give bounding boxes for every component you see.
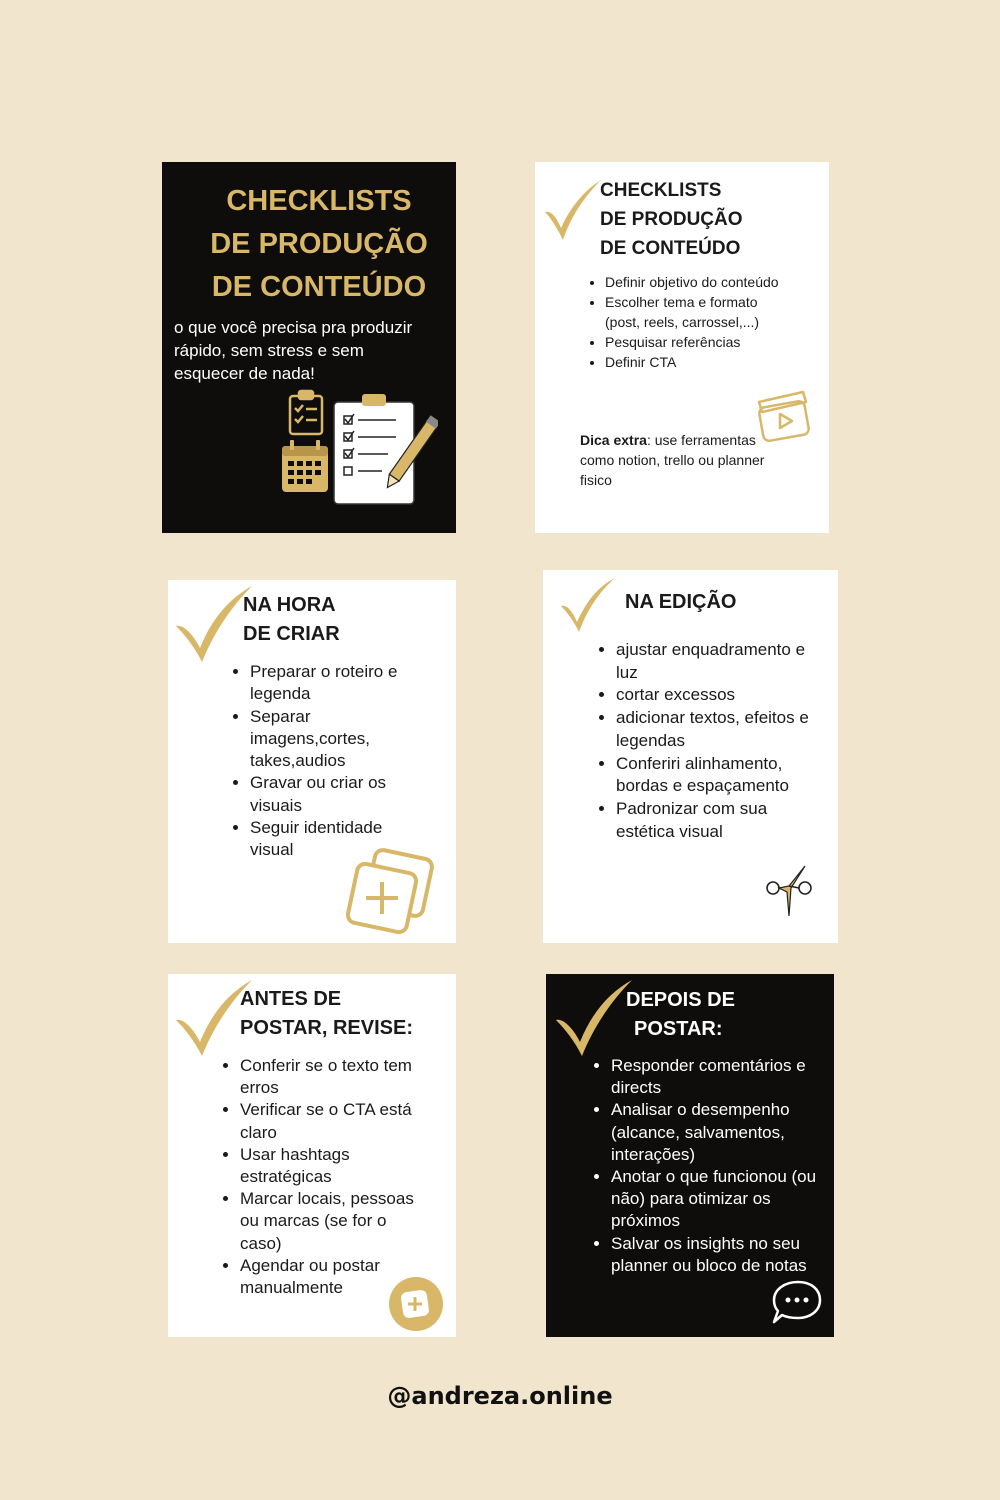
list-item: • Gravar ou criar os visuais bbox=[250, 772, 430, 817]
list-item: • Escolher tema e formato (post, reels, carrossel,...) bbox=[605, 292, 785, 332]
list-item: • Preparar o roteiro e legenda bbox=[250, 661, 430, 706]
list-item: • Salvar os insights no seu planner ou bloco de notas bbox=[611, 1233, 826, 1277]
cover-card bbox=[162, 162, 456, 533]
list-item: • Pesquisar referências bbox=[605, 332, 785, 352]
cover-title: CHECKLISTS DE PRODUÇÃO DE CONTEÚDO bbox=[210, 185, 428, 303]
list-item: • Verificar se o CTA está claro bbox=[240, 1099, 420, 1143]
calendar-icon bbox=[282, 440, 328, 492]
intro-checklist bbox=[589, 272, 785, 372]
list-item: • Conferiri alinhamento, bordas e espaçamento bbox=[616, 753, 826, 798]
checkmark-icon bbox=[552, 978, 634, 1058]
edicao-checklist bbox=[600, 639, 826, 843]
criar-checklist bbox=[234, 661, 430, 862]
author-handle: @andreza.online bbox=[387, 1382, 613, 1410]
cover-subtitle: o que você precisa pra produzir rápido, sem stress e sem esquecer de nada! bbox=[174, 318, 413, 383]
list-item: • Padronizar com sua estética visual bbox=[616, 798, 826, 843]
intro-card-title: CHECKLISTS DE PRODUÇÃO DE CONTEÚDO bbox=[600, 180, 743, 259]
list-item: • Definir CTA bbox=[605, 352, 785, 372]
intro-checklist-card bbox=[535, 162, 829, 533]
add-layers-icon bbox=[342, 846, 444, 938]
criar-checklist-card bbox=[168, 580, 456, 943]
depois-checklist-card bbox=[546, 974, 834, 1337]
clipboard-checklist-icon bbox=[278, 388, 438, 508]
big-clipboard-icon bbox=[334, 394, 414, 504]
checkmark-icon bbox=[172, 584, 254, 664]
depois-checklist bbox=[595, 1055, 826, 1277]
revise-checklist bbox=[224, 1055, 420, 1299]
chat-bubble-icon bbox=[770, 1278, 824, 1328]
list-item: • Conferir se o texto tem erros bbox=[240, 1055, 420, 1099]
extra-tip: Dica extra: use ferramentas como notion, trello ou planner fisico bbox=[580, 432, 765, 488]
criar-card-title: NA HORA DE CRIAR bbox=[243, 594, 340, 645]
list-item: • Separar imagens,cortes, takes,audios bbox=[250, 706, 430, 773]
edicao-checklist-card bbox=[543, 570, 838, 943]
list-item: • cortar excessos bbox=[616, 684, 826, 707]
list-item: • Agendar ou postar manualmente bbox=[240, 1255, 420, 1299]
list-item: • Definir objetivo do conteúdo bbox=[605, 272, 785, 292]
list-item: • Anotar o que funcionou (ou não) para otimizar os próximos bbox=[611, 1166, 826, 1233]
checkmark-icon bbox=[541, 178, 603, 242]
revise-checklist-card bbox=[168, 974, 456, 1337]
list-item: • adicionar textos, efeitos e legendas bbox=[616, 707, 826, 752]
small-clipboard-icon bbox=[290, 391, 322, 434]
scissors-icon bbox=[761, 862, 817, 918]
list-item: • Analisar o desempenho (alcance, salvamentos, interações) bbox=[611, 1099, 826, 1166]
edicao-card-title: NA EDIÇÃO bbox=[625, 591, 737, 613]
list-item: • Responder comentários e directs bbox=[611, 1055, 826, 1099]
list-item: • Seguir identidade visual bbox=[250, 817, 430, 862]
add-post-icon bbox=[388, 1276, 444, 1332]
list-item: • Marcar locais, pessoas ou marcas (se for o caso) bbox=[240, 1188, 420, 1255]
checkmark-icon bbox=[559, 576, 617, 634]
list-item: • ajustar enquadramento e luz bbox=[616, 639, 826, 684]
list-item: • Usar hashtags estratégicas bbox=[240, 1144, 420, 1188]
depois-card-title: DEPOIS DE POSTAR: bbox=[626, 989, 735, 1040]
revise-card-title: ANTES DE POSTAR, REVISE: bbox=[240, 988, 413, 1039]
